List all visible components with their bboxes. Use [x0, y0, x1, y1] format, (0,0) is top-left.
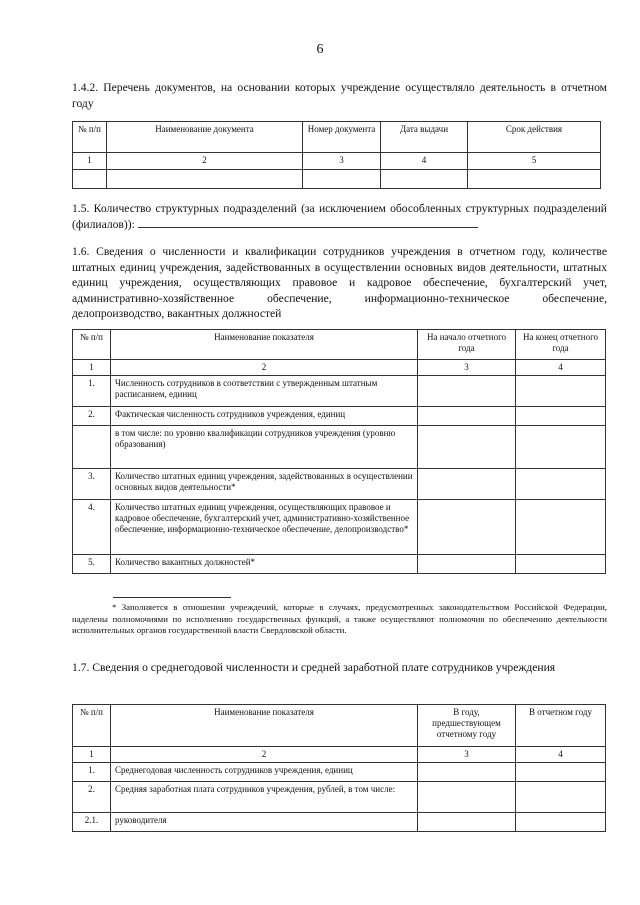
row-number	[73, 426, 111, 469]
section-1-7-text: 1.7. Сведения о среднегодовой численности и средней заработной плате сотрудников учреждения	[72, 661, 556, 674]
row-number: 3.	[73, 469, 111, 500]
empty-cell	[516, 813, 606, 832]
col-header-issue-date: Дата выдачи	[381, 122, 468, 153]
row-indicator: Количество штатных единиц учреждения, осуществляющих правовое и кадровое обеспечение, бухгалтерский учет, административно-хозяйственное обеспечение, информационно-техническое обеспечение, делопроизводство*	[111, 500, 418, 555]
section-1-5	[72, 201, 607, 232]
empty-cell	[516, 555, 606, 574]
empty-cell	[303, 170, 381, 189]
col-number-cell: 1	[73, 153, 107, 170]
table-row	[73, 469, 606, 500]
col-number-cell: 1	[73, 747, 111, 763]
empty-cell	[516, 407, 606, 426]
empty-cell	[418, 426, 516, 469]
col-number-cell: 3	[303, 153, 381, 170]
col-header-doc-name: Наименование документа	[107, 122, 303, 153]
col-header-number: № п/п	[73, 705, 111, 747]
row-number: 1.	[73, 763, 111, 782]
col-header-year-end: На конец отчетного года	[516, 330, 606, 360]
row-number: 5.	[73, 555, 111, 574]
empty-cell	[418, 469, 516, 500]
empty-cell	[107, 170, 303, 189]
row-indicator: в том числе: по уровню квалификации сотрудников учреждения (уровню образования)	[111, 426, 418, 469]
empty-cell	[418, 407, 516, 426]
col-header-indicator: Наименование показателя	[111, 705, 418, 747]
col-number-cell: 2	[111, 360, 418, 376]
empty-cell	[468, 170, 601, 189]
col-number-cell: 1	[73, 360, 111, 376]
col-header-number: № п/п	[73, 122, 107, 153]
empty-cell	[73, 170, 107, 189]
col-number-cell: 4	[381, 153, 468, 170]
section-1-6-text: 1.6. Сведения о численности и квалификации сотрудников учреждения в отчетном году, количестве штатных единиц учреждения, задействованных в осуществлении основных видов деятельности, штатных единиц учреждения, осуществляющих правовое и кадровое обеспечение, бухгалтерский учет, административно-хозяйственное обеспечение, информационно-техническое обеспечение, делопроизводство, вакантных должностей	[72, 245, 607, 320]
row-number: 2.	[73, 782, 111, 813]
footnote-divider	[113, 597, 231, 598]
table-row	[73, 376, 606, 407]
col-header-number: № п/п	[73, 330, 111, 360]
empty-cell	[418, 782, 516, 813]
empty-cell	[516, 782, 606, 813]
empty-cell	[418, 555, 516, 574]
empty-cell	[418, 500, 516, 555]
section-1-5-text: 1.5. Количество структурных подразделений (за исключением обособленных структурных подразделений (филиалов)):	[72, 202, 607, 231]
table-row	[73, 500, 606, 555]
row-number: 2.1.	[73, 813, 111, 832]
col-header-previous-year: В году, предшествующем отчетному году	[418, 705, 516, 747]
empty-cell	[381, 170, 468, 189]
table-row	[73, 763, 606, 782]
empty-cell	[516, 500, 606, 555]
col-number-cell: 5	[468, 153, 601, 170]
empty-cell	[418, 813, 516, 832]
row-number: 4.	[73, 500, 111, 555]
col-header-validity: Срок действия	[468, 122, 601, 153]
row-indicator: Фактическая численность сотрудников учреждения, единиц	[111, 407, 418, 426]
col-header-doc-number: Номер документа	[303, 122, 381, 153]
table-row	[73, 426, 606, 469]
empty-cell	[516, 376, 606, 407]
col-number-cell: 4	[516, 360, 606, 376]
salary-table	[72, 704, 606, 832]
table-row	[73, 407, 606, 426]
col-number-cell: 2	[111, 747, 418, 763]
staff-table	[72, 329, 606, 574]
table-row	[73, 813, 606, 832]
col-number-cell: 2	[107, 153, 303, 170]
row-indicator: Количество вакантных должностей*	[111, 555, 418, 574]
empty-cell	[418, 376, 516, 407]
row-number: 1.	[73, 376, 111, 407]
empty-cell	[516, 426, 606, 469]
footnote: * Заполняется в отношении учреждений, которые в случаях, предусмотренных законодательством Российской Федерации, наделены полномочиями по исполнению государственных функций, а также осуществляют полномочия по обеспечению деятельности исполнительных органов государственной власти Свердловской области.	[72, 602, 607, 636]
row-number: 2.	[73, 407, 111, 426]
col-number-cell: 3	[418, 747, 516, 763]
table-row	[73, 782, 606, 813]
documents-table	[72, 121, 601, 189]
empty-cell	[418, 763, 516, 782]
empty-cell	[516, 763, 606, 782]
col-number-cell: 3	[418, 360, 516, 376]
row-indicator: руководителя	[111, 813, 418, 832]
col-header-indicator: Наименование показателя	[111, 330, 418, 360]
page-number: 6	[316, 42, 324, 57]
row-indicator: Количество штатных единиц учреждения, задействованных в осуществлении основных видов деятельности*	[111, 469, 418, 500]
col-header-reporting-year: В отчетном году	[516, 705, 606, 747]
row-indicator: Средняя заработная плата сотрудников учреждения, рублей, в том числе:	[111, 782, 418, 813]
row-indicator: Численность сотрудников в соответствии с утвержденным штатным расписанием, единиц	[111, 376, 418, 407]
row-indicator: Среднегодовая численность сотрудников учреждения, единиц	[111, 763, 418, 782]
col-number-cell: 4	[516, 747, 606, 763]
section-1-4-2-heading: 1.4.2. Перечень документов, на основании которых учреждение осуществляло деятельность в отчетном году	[72, 81, 607, 110]
col-header-year-start: На начало отчетного года	[418, 330, 516, 360]
table-row	[73, 555, 606, 574]
empty-cell	[516, 469, 606, 500]
fill-in-line	[138, 217, 478, 228]
